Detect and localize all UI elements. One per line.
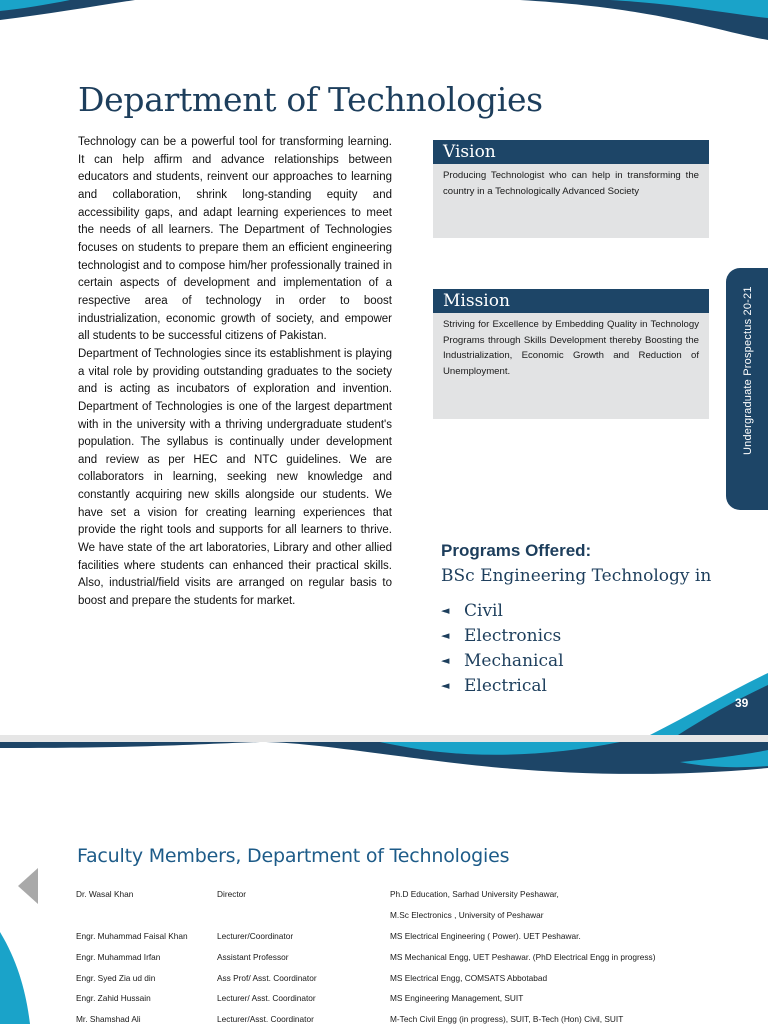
bullet-arrow-icon: ◄ <box>441 654 450 667</box>
table-row <box>76 926 690 947</box>
top-wave-decoration <box>0 742 768 802</box>
vision-text: Producing Technologist who can help in transforming the country in a Technologically Advanced Society <box>443 170 699 197</box>
faculty-designation: Lecturer/ Asst. Coordinator <box>217 993 316 1004</box>
left-wave-decoration <box>0 932 40 1024</box>
table-row <box>76 967 690 988</box>
faculty-qualification: MS Mechanical Engg, UET Peshawar. (PhD Electrical Engg in progress) <box>390 951 656 962</box>
table-row <box>76 946 690 967</box>
vision-heading: Vision <box>433 140 709 164</box>
faculty-designation <box>217 905 390 926</box>
back-arrow-icon[interactable] <box>18 868 38 904</box>
mission-text: Striving for Excellence by Embedding Quality in Technology Programs through Skills Development thereby Boosting the Industrialization, Economic Growth and Reduction of Unemployment. <box>443 319 699 377</box>
bullet-arrow-icon: ◄ <box>441 604 450 617</box>
page-separator <box>0 735 768 742</box>
programs-heading: Programs Offered: <box>441 541 592 560</box>
program-label: Mechanical <box>464 650 564 671</box>
table-row <box>76 988 690 1009</box>
program-label: Electrical <box>464 675 547 696</box>
faculty-name: Engr. Syed Zia ud din <box>76 972 156 983</box>
faculty-qualification: MS Engineering Management, SUIT <box>390 993 524 1004</box>
faculty-qualification: M-Tech Civil Engg (in progress), SUIT, B-Tech (Hon) Civil, SUIT <box>390 1014 624 1024</box>
intro-paragraph-2: Department of Technologies since its establishment is playing a vital role by providing outstanding graduates to the society and is acting as incubators of exploration and invention. Department of Technologies is one of the largest department with in the university with a thriving undergraduate student's population. The syllabus is continually under development and review as per HEC and NTC guidelines. We are collaborators in learning, seeking new knowledge and constantly acquiring new skills alongside our students. We have set a vision for creating learning experiences that provide the right tools and supports for all learners to thrive. We have state of the art laboratories, Library and other allied facilities where students can enhanced their practical skills. Also, industrial/field visits are arranged on regular basis to boost and prepare the students for market. <box>78 347 392 608</box>
vision-box <box>433 140 709 238</box>
programs-list <box>441 598 564 698</box>
faculty-name: Engr. Muhammad Irfan <box>76 951 161 962</box>
program-item <box>441 648 564 673</box>
faculty-name: Engr. Zahid Hussain <box>76 993 151 1004</box>
faculty-designation: Director <box>217 889 247 900</box>
bullet-arrow-icon: ◄ <box>441 629 450 642</box>
program-label: Civil <box>464 600 503 621</box>
faculty-qualification: Ph.D Education, Sarhad University Peshawar, <box>390 889 559 900</box>
program-item <box>441 623 564 648</box>
faculty-page <box>0 742 768 1024</box>
side-tab-label: Undergraduate Prospectus 20-21 <box>742 286 754 455</box>
faculty-table <box>76 884 690 1024</box>
intro-text <box>78 134 392 611</box>
table-row <box>76 884 690 905</box>
faculty-qualification: M.Sc Electronics , University of Peshawar <box>390 910 544 921</box>
table-row <box>76 1009 690 1024</box>
mission-box <box>433 289 709 419</box>
mission-heading: Mission <box>433 289 709 313</box>
program-item <box>441 598 564 623</box>
programs-subheading: BSc Engineering Technology in <box>441 566 712 586</box>
table-row <box>76 905 690 926</box>
bullet-arrow-icon: ◄ <box>441 679 450 692</box>
faculty-name <box>76 905 217 926</box>
faculty-name: Engr. Muhammad Faisal Khan <box>76 930 188 941</box>
faculty-name: Dr. Wasal Khan <box>76 889 134 900</box>
program-item <box>441 673 564 698</box>
faculty-qualification: MS Electrical Engg, COMSATS Abbotabad <box>390 972 548 983</box>
faculty-qualification: MS Electrical Engineering ( Power). UET Peshawar. <box>390 930 581 941</box>
top-wave-decoration <box>0 0 768 60</box>
faculty-title: Faculty Members, Department of Technologies <box>77 845 510 867</box>
page-title: Department of Technologies <box>78 80 543 119</box>
program-label: Electronics <box>464 625 562 646</box>
faculty-designation: Lecturer/Asst. Coordinator <box>217 1014 314 1024</box>
faculty-name: Mr. Shamshad Ali <box>76 1014 141 1024</box>
faculty-designation: Assistant Professor <box>217 951 289 962</box>
faculty-designation: Ass Prof/ Asst. Coordinator <box>217 972 317 983</box>
intro-paragraph-1: Technology can be a powerful tool for transforming learning. It can help affirm and advance relationships between educators and students, reinvent our approaches to learning and collaboration, shrink long-standing equity and accessibility gaps, and adapt learning experiences to meet the needs of all learners. The Department of Technologies focuses on students to prepare them an efficient engineering technologist and to compose him/her professionally trained in certain aspects of development and implementation of a respective area of technology in order to boost industrialization, economic growth of society, and empower all students to be successful citizens of Pakistan. <box>78 136 392 343</box>
page-number: 39 <box>735 696 749 710</box>
faculty-designation: Lecturer/Coordinator <box>217 930 294 941</box>
